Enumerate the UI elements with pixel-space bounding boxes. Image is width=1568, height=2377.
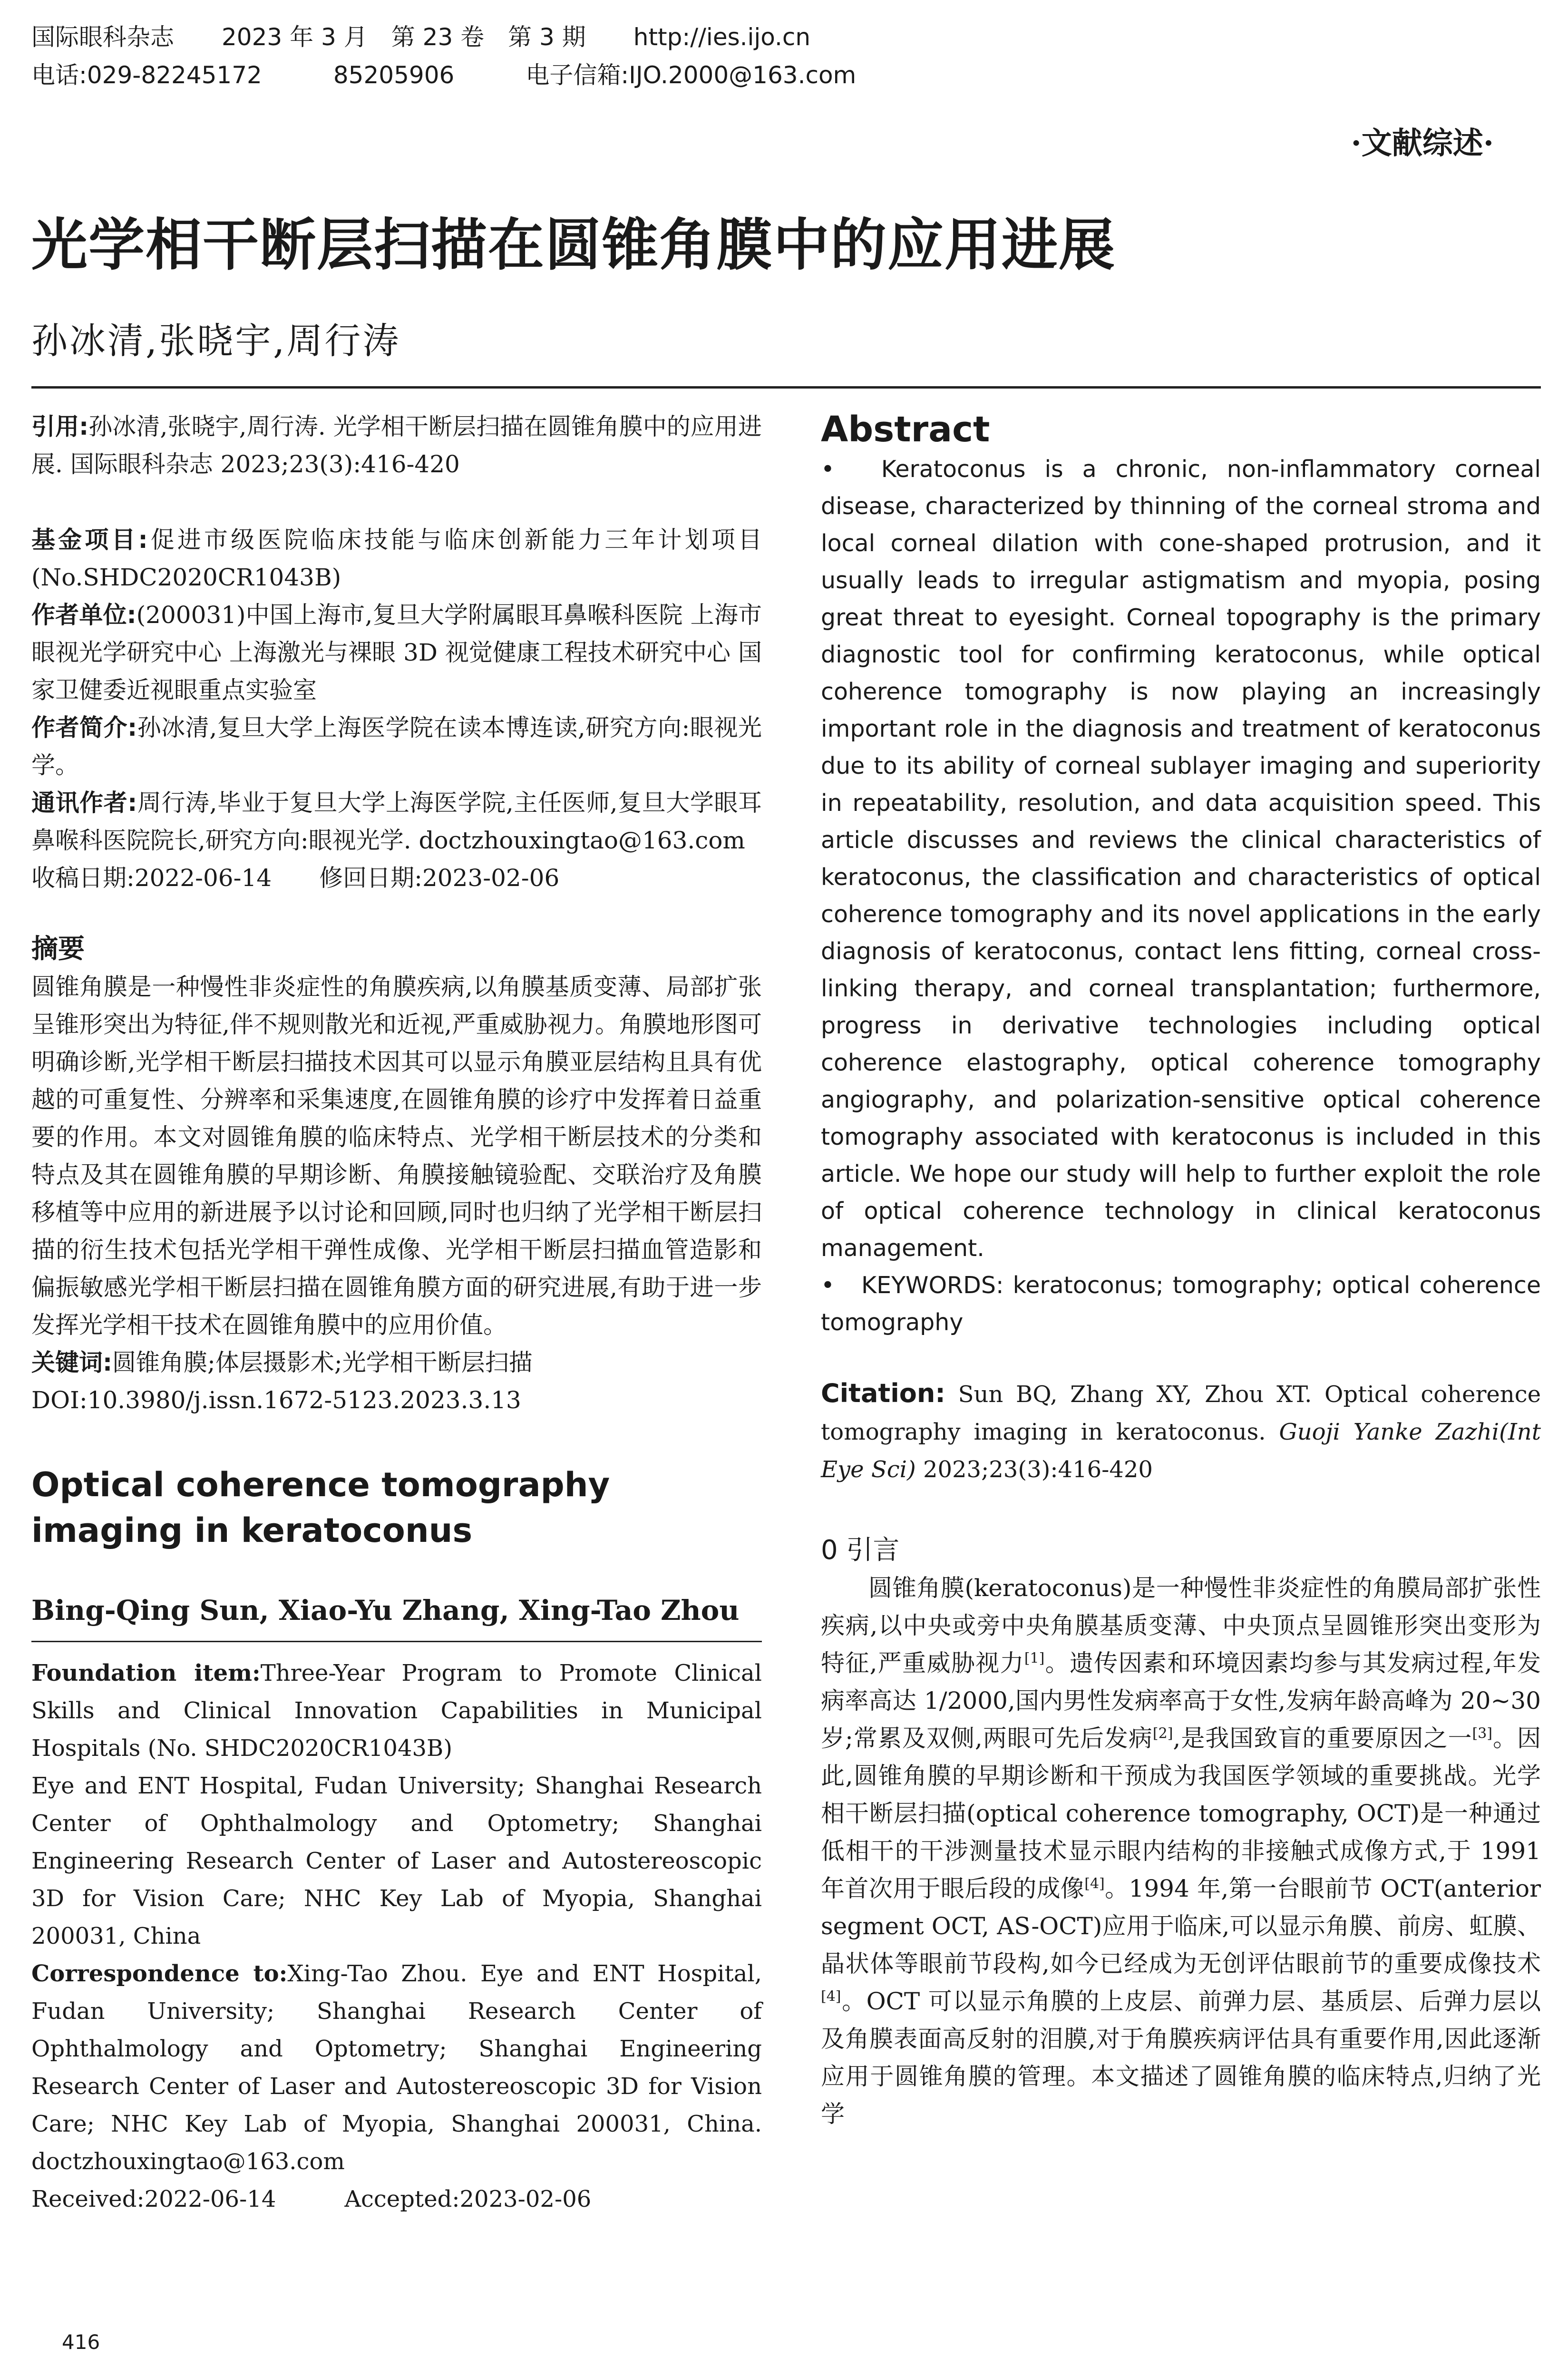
phone: 电话:029-82245172: [31, 61, 262, 89]
citation-en: Citation: Sun BQ, Zhang XY, Zhou XT. Optical coherence tomography imaging in keratoconus. Guoji Yanke Zazhi(Int Eye Sci) 2023;23(3):416-420: [821, 1378, 1541, 1483]
ref-4[interactable]: [4]: [1084, 1875, 1105, 1892]
keywords-en: • KEYWORDS: keratoconus; tomography; optical coherence tomography: [821, 1272, 1541, 1336]
issue-info: 2023 年 3 月 第 23 卷 第 3 期: [222, 23, 586, 51]
author-unit: 作者单位:(200031)中国上海市,复旦大学附属眼耳鼻喉科医院 上海市眼视光学研究中心 上海激光与裸眼 3D 视觉健康工程技术研究中心 国家卫健委近视眼重点实验室: [31, 601, 762, 704]
affiliation: Eye and ENT Hospital, Fudan University; Shanghai Research Center of Ophthalmology and Optometry; Shanghai Engineering Research Center of Laser and Autostereoscopic 3D for Vision Care; NHC Key Lab of Myopia, Shanghai 200031, China: [31, 1773, 762, 1949]
article-authors: 孙冰清,张晓宇,周行涛: [31, 320, 401, 362]
received-date-zh: 收稿日期:2022-06-14 修回日期:2023-02-06: [31, 864, 560, 892]
phone-2: 85205906: [333, 61, 455, 89]
bullet-icon: •: [821, 456, 881, 483]
journal-name: 国际眼科杂志: [31, 23, 174, 51]
bullet-icon: •: [821, 1272, 862, 1299]
title-divider: [31, 386, 1541, 389]
section-label: ·文献综述·: [1351, 126, 1494, 161]
journal-url[interactable]: http://ies.ijo.cn: [633, 23, 811, 51]
fund-item: 基金项目:促进市级医院临床技能与临床创新能力三年计划项目(No.SHDC2020CR1043B): [31, 526, 762, 591]
abstract-heading-en: Abstract: [821, 409, 990, 450]
ref-4b[interactable]: [4]: [821, 1988, 841, 2005]
right-column: [821, 408, 1541, 2133]
citation-zh: 引用:孙冰清,张晓宇,周行涛. 光学相干断层扫描在圆锥角膜中的应用进展. 国际眼科杂志 2023;23(3):416-420: [31, 413, 762, 478]
intro-heading: 0 引言: [821, 1535, 900, 1566]
journal-header-line-2: [31, 61, 856, 89]
english-title: Optical coherence tomography imaging in keratoconus: [31, 1465, 610, 1550]
doi[interactable]: DOI:10.3980/j.issn.1672-5123.2023.3.13: [31, 1386, 521, 1414]
keywords-zh: 关键词:圆锥角膜;体层摄影术;光学相干断层扫描: [31, 1349, 533, 1376]
foundation-item: Foundation item:Three-Year Program to Promote Clinical Skills and Clinical Innovation Capabilities in Municipal Hospitals (No. SHDC2020CR1043B): [31, 1660, 762, 1762]
ref-1[interactable]: [1]: [1024, 1650, 1045, 1667]
article-title: 光学相干断层扫描在圆锥角膜中的应用进展: [31, 212, 1116, 278]
ref-2[interactable]: [2]: [1152, 1725, 1173, 1742]
left-column: [31, 408, 762, 2218]
abstract-zh: 圆锥角膜是一种慢性非炎症性的角膜疾病,以角膜基质变薄、局部扩张呈锥形突出为特征,伴不规则散光和近视,严重威胁视力。角膜地形图可明确诊断,光学相干断层扫描技术因其可以显示角膜亚层结构且具有优越的可重复性、分辨率和采集速度,在圆锥角膜的诊疗中发挥着日益重要的作用。本文对圆锥角膜的临床特点、光学相干断层技术的分类和特点及其在圆锥角膜的早期诊断、角膜接触镜验配、交联治疗及角膜移植等中应用的新进展予以讨论和回顾,同时也归纳了光学相干断层扫描的衍生技术包括光学相干弹性成像、光学相干断层扫描血管造影和偏振敏感光学相干断层扫描在圆锥角膜方面的研究进展,有助于进一步发挥光学相干技术在圆锥角膜中的应用价值。: [31, 973, 762, 1339]
page-number: 416: [62, 2330, 100, 2354]
english-authors: Bing-Qing Sun, Xiao-Yu Zhang, Xing-Tao Zhou: [31, 1594, 740, 1627]
correspondence: Correspondence to:Xing-Tao Zhou. Eye and ENT Hospital, Fudan University; Shanghai Research Center of Ophthalmology and Optometry; Shanghai Engineering Research Center of Laser and Autostereoscopic 3D for Vision Care; NHC Key Lab of Myopia, Shanghai 200031, China. doctzhouxingtao@163.com: [31, 1960, 762, 2175]
abstract-en: • Keratoconus is a chronic, non-inflammatory corneal disease, characterized by thinning of the corneal stroma and local corneal dilation with cone-shaped protrusion, and it usually leads to irregular astigmatism and myopia, posing great threat to eyesight. Corneal topography is the primary diagnostic tool for confirming keratoconus, while optical coherence tomography is now playing an increasingly important role in the diagnosis and treatment of keratoconus due to its ability of corneal sublayer imaging and superiority in repeatability, resolution, and data acquisition speed. This article discusses and reviews the clinical characteristics of keratoconus, the classification and characteristics of optical coherence tomography and its novel applications in the early diagnosis of keratoconus, contact lens fitting, corneal cross-linking therapy, and corneal transplantation; furthermore, progress in derivative technologies including optical coherence elastography, optical coherence tomography angiography, and polarization-sensitive optical coherence tomography associated with keratoconus is included in this article. We hope our study will help to further exploit the role of optical coherence technology in clinical keratoconus management.: [821, 456, 1541, 1262]
email[interactable]: 电子信箱:IJO.2000@163.com: [526, 61, 857, 89]
author-bio: 作者简介:孙冰清,复旦大学上海医学院在读本博连读,研究方向:眼视光学。: [31, 714, 762, 779]
corresponding-author: 通讯作者:周行涛,毕业于复旦大学上海医学院,主任医师,复旦大学眼耳鼻喉科医院院长,研究方向:眼视光学. doctzhouxingtao@163.com: [31, 789, 762, 854]
received-date-en: Received:2022-06-14 Accepted:2023-02-06: [31, 2186, 592, 2212]
intro-paragraph: 圆锥角膜(keratoconus)是一种慢性非炎症性的角膜局部扩张性疾病,以中央或旁中央角膜基质变薄、中央顶点呈圆锥形突出变形为特征,严重威胁视力[1]。遗传因素和环境因素均参与其发病过程,年发病率高达 1/2000,国内男性发病率高于女性,发病年龄高峰为 20~30 岁;常累及双侧,两眼可先后发病[2],是我国致盲的重要原因之一[3]。因此,圆锥角膜的早期诊断和干预成为我国医学领域的重要挑战。光学相干断层扫描(optical coherence tomography, OCT)是一种通过低相干的干涉测量技术显示眼内结构的非接触式成像方式,于 1991 年首次用于眼后段的成像[4]。1994 年,第一台眼前节 OCT(anterior segment OCT, AS-OCT)应用于临床,可以显示角膜、前房、虹膜、晶状体等眼前节段构,如今已经成为无创评估眼前节的重要成像技术[4]。OCT 可以显示角膜的上皮层、前弹力层、基质层、后弹力层以及角膜表面高反射的泪膜,对于角膜疾病评估具有重要作用,因此逐渐应用于圆锥角膜的管理。本文描述了圆锥角膜的临床特点,归纳了光学: [821, 1574, 1541, 2128]
abstract-heading-zh: 摘要: [31, 934, 85, 964]
journal-header-line-1: [31, 23, 810, 51]
ref-3[interactable]: [3]: [1472, 1725, 1492, 1742]
